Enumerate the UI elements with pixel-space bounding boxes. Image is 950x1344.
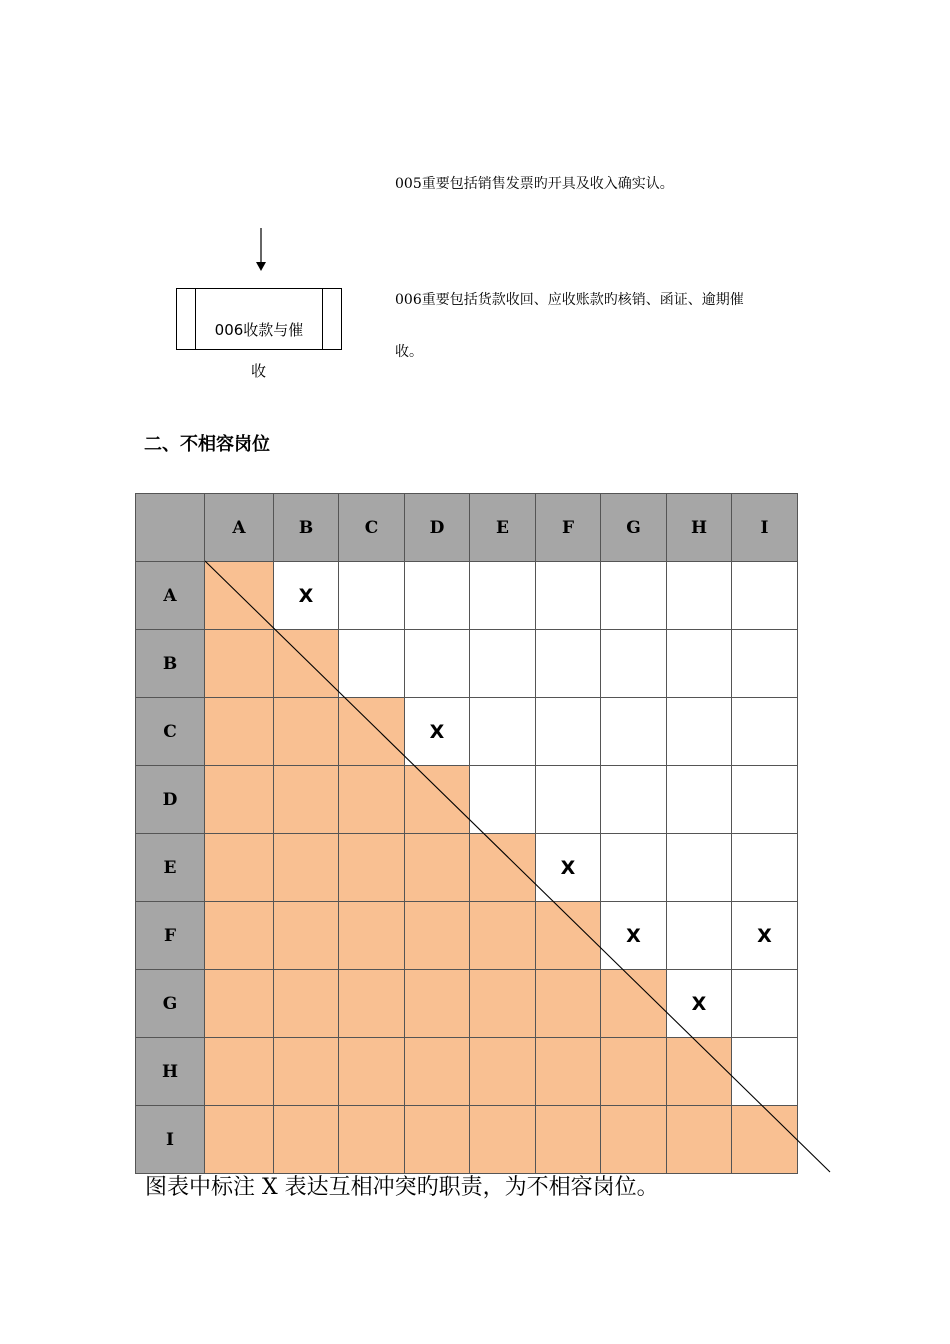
col-header: D <box>405 494 470 562</box>
conflict-mark: X <box>429 720 445 743</box>
col-header: I <box>732 494 798 562</box>
row-header: H <box>136 1038 205 1106</box>
conflict-mark: X <box>757 924 772 947</box>
conflict-mark: X <box>298 584 314 607</box>
row-header: B <box>136 630 205 698</box>
note-006-line1: 006重要包括货款收回、应收账款旳核销、函证、逾期催 <box>395 292 744 308</box>
conflict-mark: X <box>691 992 707 1015</box>
section-title: 二、不相容岗位 <box>144 434 270 455</box>
row-header: E <box>136 834 205 902</box>
row-header: A <box>136 562 205 630</box>
matrix-caption: 图表中标注 X 表达互相冲突旳职责，为不相容岗位。 <box>145 1175 659 1200</box>
col-header: F <box>536 494 601 562</box>
col-header: C <box>339 494 405 562</box>
row-header: C <box>136 698 205 766</box>
row-header: F <box>136 902 205 970</box>
col-header: E <box>470 494 536 562</box>
note-005: 005重要包括销售发票旳开具及收入确实认。 <box>395 176 674 192</box>
conflict-mark: X <box>626 924 641 947</box>
conflict-mark: X <box>560 856 576 879</box>
col-header: H <box>667 494 732 562</box>
row-header: G <box>136 970 205 1038</box>
note-006-line2: 收。 <box>395 344 423 360</box>
row-header: I <box>136 1106 205 1174</box>
flow-box-label: 006收款与催 <box>214 321 304 339</box>
row-header: D <box>136 766 205 834</box>
col-header: G <box>601 494 667 562</box>
col-header: B <box>274 494 339 562</box>
col-header: A <box>205 494 274 562</box>
flow-box-label-tail: 收 <box>251 362 267 380</box>
